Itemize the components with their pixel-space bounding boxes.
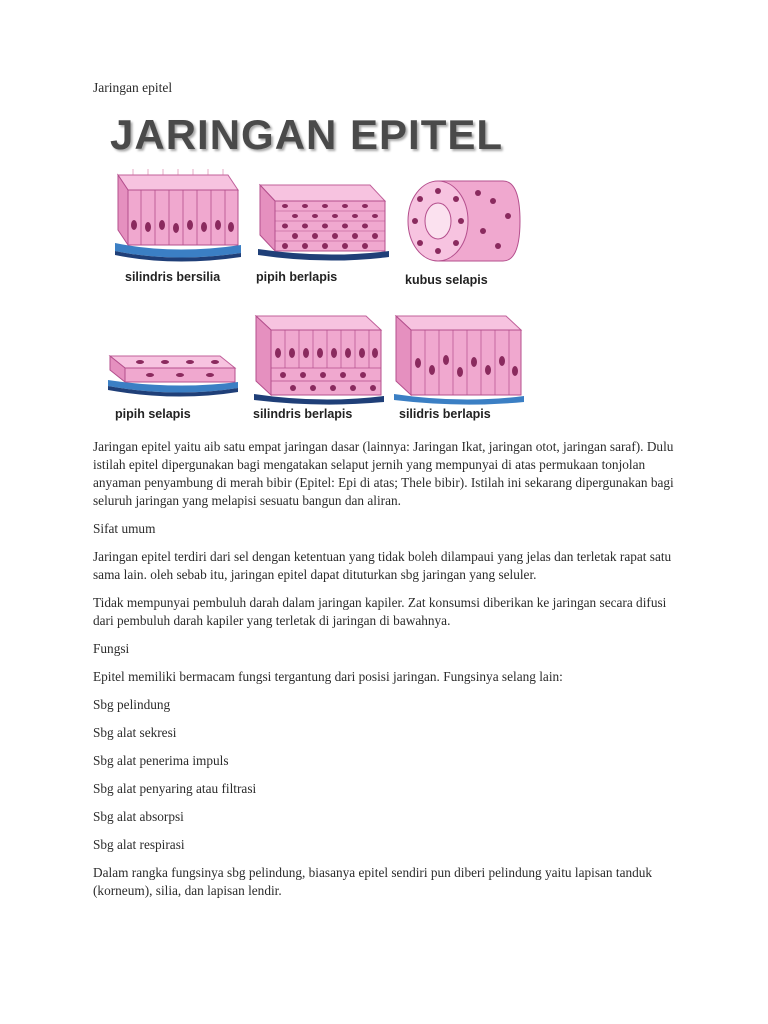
section-heading-sifat-umum: Sifat umum [93, 521, 156, 536]
list-item: Sbg pelindung [93, 697, 171, 712]
list-item: Sbg alat penerima impuls [93, 753, 229, 768]
caption-silindris-berlapis: silindris berlapis [253, 407, 353, 421]
paragraph-sifat-2: Tidak mempunyai pembuluh darah dalam jaringan kapiler. Zat konsumsi diberikan ke jaringan secara difusi dari pembuluh darah kapiler yang terletak di jaringan di bawahnya. [93, 595, 667, 628]
caption-pipih-selapis: pipih selapis [115, 407, 191, 421]
paragraph-sifat-1: Jaringan epitel terdiri dari sel dengan ketentuan yang tidak boleh dilampaui yang jelas dan terletak rapat satu sama lain. oleh sebab itu, jaringan epitel dapat dituturkan sbg jaringan yang seluler. [93, 549, 672, 582]
epithelium-figure [93, 103, 533, 428]
paragraph-intro: Jaringan epitel yaitu aib satu empat jaringan dasar (lainnya: Jaringan Ikat, jaringan otot, jaringan saraf). Dulu istilah epitel dipergunakan bagi mengatakan selaput jernih yang mempunyai di atas permukaan tonjolan anyaman penyambung di merah bibir (Epitel: Epi di atas; Thele bibir). Istilah ini sekarang dipergunakan bagi seluruh jaringan yang melapisi sesuatu bangun dan aliran. [93, 439, 674, 508]
tissue-silindris-berlapis-illustration [251, 308, 386, 408]
tissue-silindris-bersilia-illustration [103, 165, 243, 270]
paragraph-fungsi: Epitel memiliki bermacam fungsi tergantung dari posisi jaringan. Fungsinya selang lain: [93, 669, 563, 684]
caption-pipih-berlapis: pipih berlapis [256, 270, 338, 284]
document-body [93, 438, 683, 910]
figure-title: JARINGAN EPITEL [110, 111, 504, 158]
list-item: Sbg alat absorpsi [93, 809, 184, 824]
paragraph-closing: Dalam rangka fungsinya sbg pelindung, biasanya epitel sendiri pun diberi pelindung yaitu lapisan tanduk (korneum), silia, dan lapisan lendir. [93, 865, 653, 898]
caption-silidris-berlapis: silidris berlapis [399, 407, 491, 421]
list-item: Sbg alat sekresi [93, 725, 177, 740]
tissue-silidris-berlapis-illustration [391, 308, 526, 408]
tissue-pipih-selapis-illustration [105, 348, 240, 403]
caption-silindris-bersilia: silindris bersilia [125, 270, 221, 284]
list-item: Sbg alat respirasi [93, 837, 185, 852]
document-heading: Jaringan epitel [93, 80, 173, 95]
list-item: Sbg alat penyaring atau filtrasi [93, 781, 257, 796]
section-heading-fungsi: Fungsi [93, 641, 130, 656]
tissue-pipih-berlapis-illustration [255, 173, 395, 268]
tissue-kubus-selapis-illustration [398, 171, 523, 271]
caption-kubus-selapis: kubus selapis [405, 273, 488, 287]
